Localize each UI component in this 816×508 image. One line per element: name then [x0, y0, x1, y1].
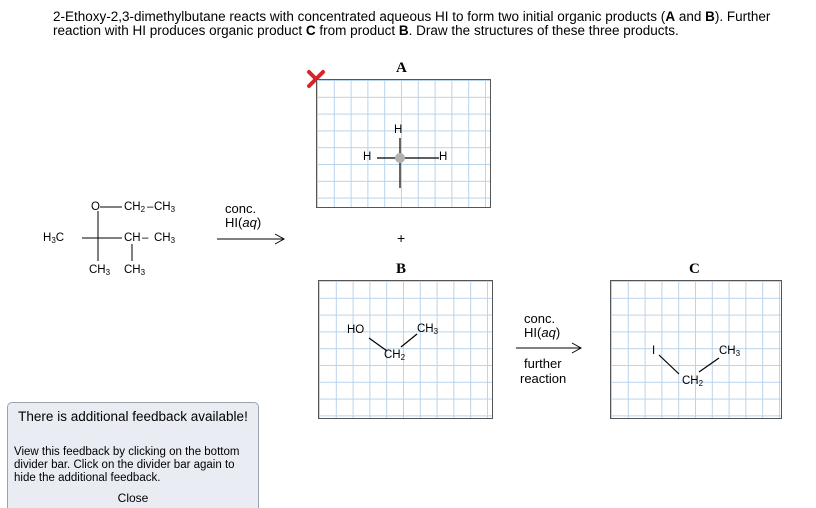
structure-c-bonds — [611, 281, 781, 418]
structure-c-ch2: $CH_2$ — [682, 375, 704, 388]
drawing-canvas-b[interactable] — [318, 280, 493, 419]
reactant-ch3-bottom-2: $CH_3$ — [124, 264, 146, 277]
structure-a-h-right: H — [439, 151, 448, 163]
reactant-o: O — [91, 201, 100, 213]
plus-sign: + — [397, 230, 406, 246]
reactant-ch2: $CH_2$ — [124, 201, 146, 214]
structure-b-bonds — [319, 281, 492, 418]
feedback-body: View this feedback by clicking on the bottom divider bar. Click on the divider bar again to hide the additional feedback. — [14, 446, 240, 484]
structure-b-ch3: $CH_3$ — [417, 323, 439, 336]
question-text: 2-Ethoxy-2,3-dimethylbutane reacts with concentrated aqueous HI to form two initial organic products (A and B). Further reaction with HI produces organic product C from product B. Draw the structures of these three products. — [53, 9, 771, 38]
reaction-2-further: further — [524, 356, 562, 371]
feedback-title: There is additional feedback available! — [18, 409, 248, 424]
reaction-2-conc: conc. — [524, 311, 556, 326]
reaction-2-reaction: reaction — [520, 371, 567, 386]
drawing-canvas-a[interactable] — [316, 79, 491, 208]
reaction-2-reagent: HI(aq) — [524, 325, 561, 340]
feedback-close-button[interactable]: Close — [117, 491, 149, 505]
reactant-ch3-top: $CH_3$ — [154, 201, 176, 214]
structure-a-h-left: H — [363, 151, 372, 163]
label-c: C — [689, 261, 700, 277]
structure-b-ch2: $CH_2$ — [384, 349, 406, 362]
structure-b-ho: HO — [347, 324, 365, 336]
feedback-panel — [7, 402, 259, 508]
label-a: A — [396, 60, 407, 76]
reactant-ch: CH — [124, 232, 141, 244]
reactant-ch3-bottom-1: $CH_3$ — [89, 264, 111, 277]
reaction-2-arrow — [516, 341, 586, 355]
structure-c-ch3: $CH_3$ — [719, 345, 741, 358]
reaction-1-arrow — [217, 232, 289, 246]
reaction-1-reagent: HI(aq) — [225, 215, 262, 230]
structure-a-bonds — [317, 80, 490, 207]
structure-a-h-top: H — [394, 124, 403, 136]
structure-c-i: I — [652, 345, 656, 357]
reactant-ch3-right: $CH_3$ — [154, 232, 176, 245]
reaction-1-conc: conc. — [225, 201, 257, 216]
drawing-canvas-c[interactable] — [610, 280, 782, 419]
label-b: B — [396, 261, 407, 277]
reactant-h3c: $H_3C$ — [43, 232, 65, 245]
